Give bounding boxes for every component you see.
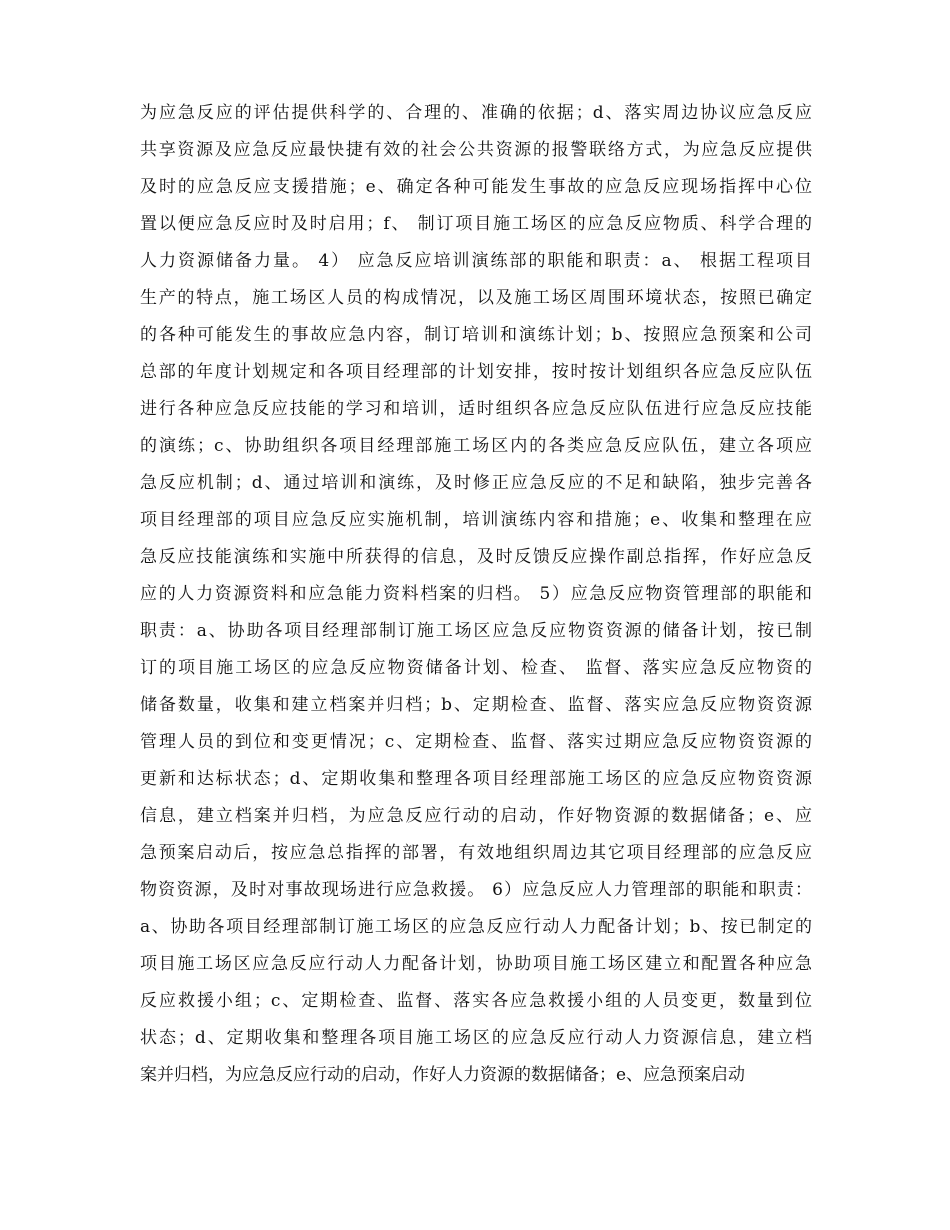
text-line: 生产的特点，施工场区人员的构成情况，以及施工场区周围环境状态，按照已确定 <box>140 288 812 308</box>
text-line: 应的人力资源资料和应急能力资料档案的归档。 5）应急反应物资管理部的职能和 <box>140 584 812 604</box>
text-line: 案并归档，为应急反应行动的启动，作好人力资源的数据储备；e、应急预案启动 <box>140 1065 746 1085</box>
document-body <box>140 95 812 1094</box>
text-line: 及时的应急反应支援措施；e、确定各种可能发生事故的应急反应现场指挥中心位 <box>140 177 812 197</box>
text-line: 人力资源储备力量。 4） 应急反应培训演练部的职能和职责：a、 根据工程项目 <box>140 251 812 271</box>
text-line: 项目经理部的项目应急反应实施机制，培训演练内容和措施；e、收集和整理在应 <box>140 510 812 530</box>
text-line: 职责：a、协助各项目经理部制订施工场区应急反应物资资源的储备计划，按已制 <box>140 621 812 641</box>
text-line: 更新和达标状态；d、定期收集和整理各项目经理部施工场区的应急反应物资资源 <box>140 769 812 789</box>
text-line: 的各种可能发生的事故应急内容，制订培训和演练计划；b、按照应急预案和公司 <box>140 325 812 345</box>
text-line: 为应急反应的评估提供科学的、合理的、准确的依据；d、落实周边协议应急反应 <box>140 103 812 123</box>
text-line: 储备数量，收集和建立档案并归档；b、定期检查、监督、落实应急反应物资资源 <box>140 695 812 715</box>
text-line: 管理人员的到位和变更情况；c、定期检查、监督、落实过期应急反应物资资源的 <box>140 732 812 752</box>
text-line: 急反应机制；d、通过培训和演练，及时修正应急反应的不足和缺陷，独步完善各 <box>140 473 812 493</box>
text-line: 置以便应急反应时及时启用；f、 制订项目施工场区的应急反应物质、科学合理的 <box>140 214 812 234</box>
text-line: a、协助各项目经理部制订施工场区的应急反应行动人力配备计划；b、按已制定的 <box>140 917 812 937</box>
text-line: 的演练；c、协助组织各项目经理部施工场区内的各类应急反应队伍，建立各项应 <box>140 436 812 456</box>
text-line: 信息，建立档案并归档，为应急反应行动的启动，作好物资源的数据储备；e、应 <box>140 806 812 826</box>
text-line: 状态；d、定期收集和整理各项目施工场区的应急反应行动人力资源信息，建立档 <box>140 1028 812 1048</box>
text-line: 物资资源，及时对事故现场进行应急救援。 6）应急反应人力管理部的职能和职责： <box>140 880 812 900</box>
text-line: 共享资源及应急反应最快捷有效的社会公共资源的报警联络方式，为应急反应提供 <box>140 140 812 160</box>
text-line: 反应救援小组；c、定期检查、监督、落实各应急救援小组的人员变更，数量到位 <box>140 991 812 1011</box>
text-line: 急预案启动后，按应急总指挥的部署，有效地组织周边其它项目经理部的应急反应 <box>140 843 812 863</box>
text-line: 项目施工场区应急反应行动人力配备计划，协助项目施工场区建立和配置各种应急 <box>140 954 812 974</box>
text-line: 进行各种应急反应技能的学习和培训，适时组织各应急反应队伍进行应急反应技能 <box>140 399 812 419</box>
text-line: 急反应技能演练和实施中所获得的信息，及时反馈反应操作副总指挥，作好应急反 <box>140 547 812 567</box>
text-line: 订的项目施工场区的应急反应物资储备计划、检查、 监督、落实应急反应物资的 <box>140 658 812 678</box>
text-line: 总部的年度计划规定和各项目经理部的计划安排，按时按计划组织各应急反应队伍 <box>140 362 812 382</box>
